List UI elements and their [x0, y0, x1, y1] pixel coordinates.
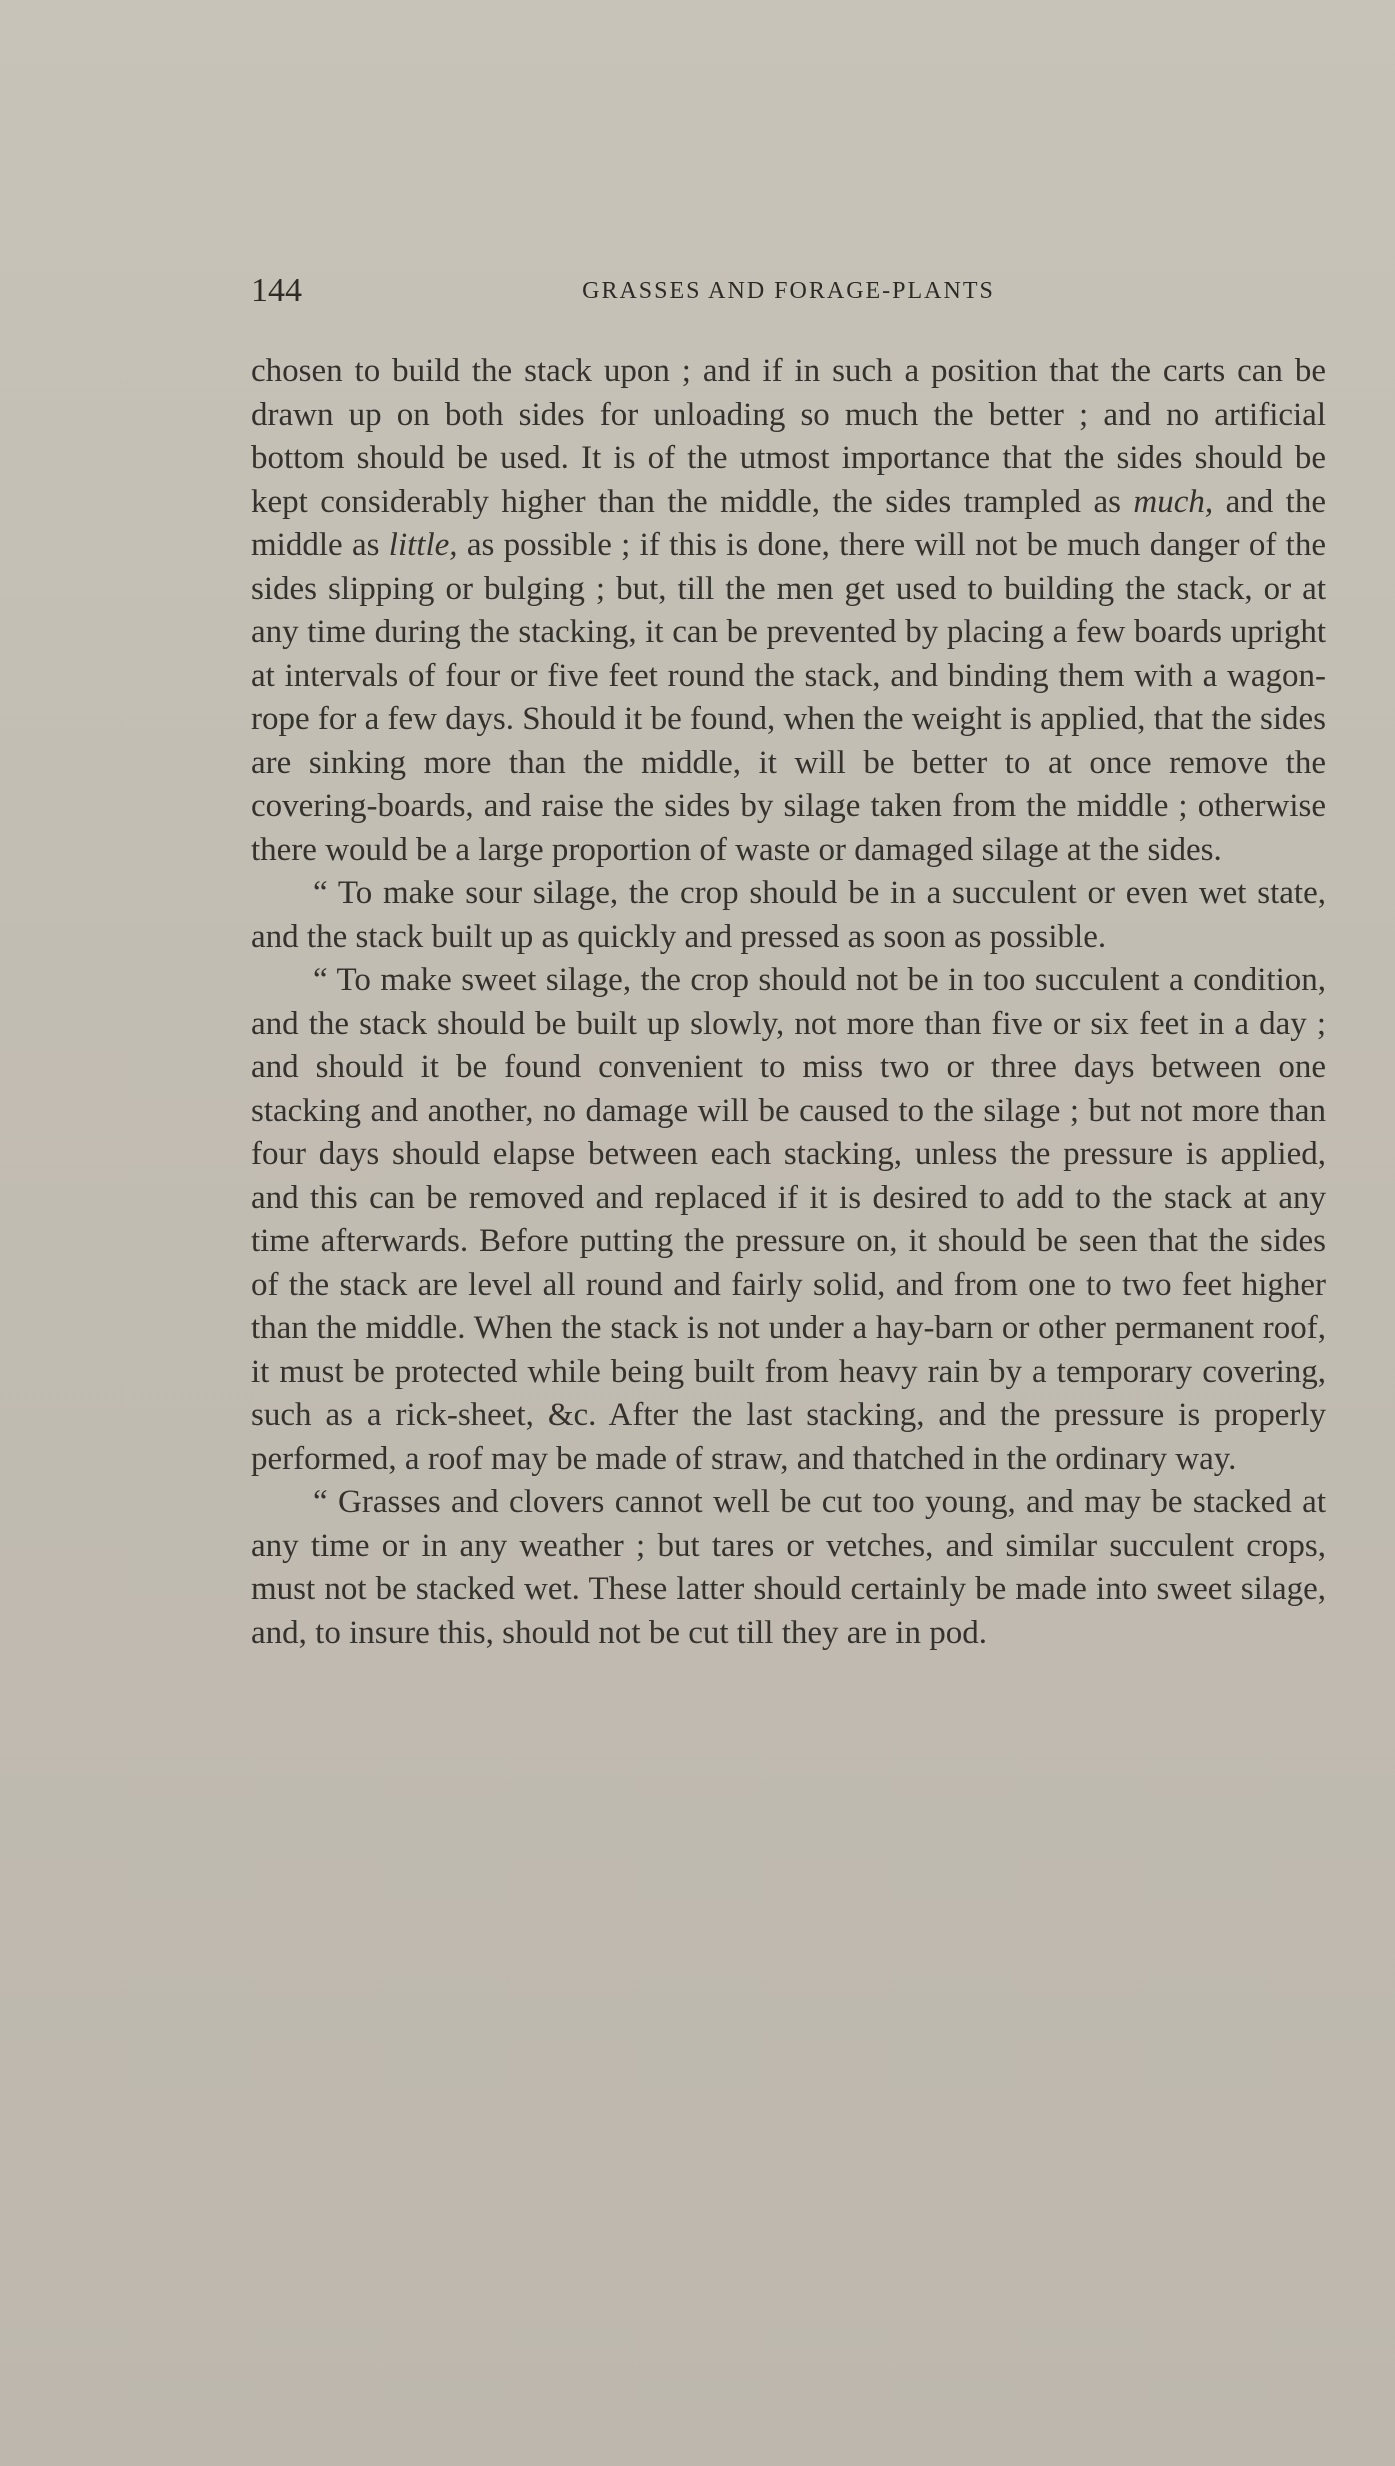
body-text — [251, 350, 1326, 1655]
italic-word-much: much, — [1133, 483, 1214, 520]
paragraph — [251, 350, 1326, 872]
paragraph: “ To make sour silage, the crop should be in a succulent or even wet state, and the stack built up as quickly and pressed as soon as possible. — [251, 875, 1326, 955]
running-head: GRASSES AND FORAGE-PLANTS — [582, 278, 995, 304]
paragraph-text: chosen to build the stack upon ; and if in such a position that the carts can be drawn up on both sides for unloading so much the better ; and no artificial bottom should be used. It is of the utmost importance that the sides should be kept considerably higher than the middle, the sides trampled as — [251, 353, 1326, 520]
paragraph: “ To make sweet silage, the crop should not be in too succulent a condition, and the stack should be built up slowly, not more than five or six feet in a day ; and should it be found convenient to miss two or three days between one stacking and another, no damage will be caused to the silage ; but not more than four days should elapse between each stacking, unless the pressure is applied, and this can be removed and replaced if it is desired to add to the stack at any time afterwards. Before putting the pressure on, it should be seen that the sides of the stack are level all round and fairly solid, and from one to two feet higher than the middle. When the stack is not under a hay-barn or other permanent roof, it must be protected while being built from heavy rain by a temporary covering, such as a rick-sheet, &c. After the last stacking, and the pressure is properly performed, a roof may be made of straw, and thatched in the ordinary way. — [251, 962, 1326, 1477]
page-header — [251, 272, 1326, 316]
page-number: 144 — [251, 272, 302, 309]
paragraph-text: as possible ; if this is done, there will not be much danger of the sides slipping or bulging ; but, till the men get used to building the stack, or at any time during the stacking, it can be prevented by placing a few boards upright at intervals of four or five feet round the stack, and binding them with a wagon-rope for a few days. Should it be found, when the weight is applied, that the sides are sinking more than the middle, it will be better to at once remove the covering-boards, and raise the sides by silage taken from the middle ; otherwise there would be a large proportion of waste or damaged silage at the sides. — [251, 527, 1327, 868]
italic-word-little: little, — [388, 527, 458, 563]
paragraph-text: and the middle as — [251, 483, 1326, 563]
paragraph: “ Grasses and clovers cannot well be cut too young, and may be stacked at any time or in any weather ; but tares or vetches, and similar succulent crops, must not be stacked wet. These latter should certainly be made into sweet silage, and, to insure this, should not be cut till they are in pod. — [251, 1484, 1326, 1651]
